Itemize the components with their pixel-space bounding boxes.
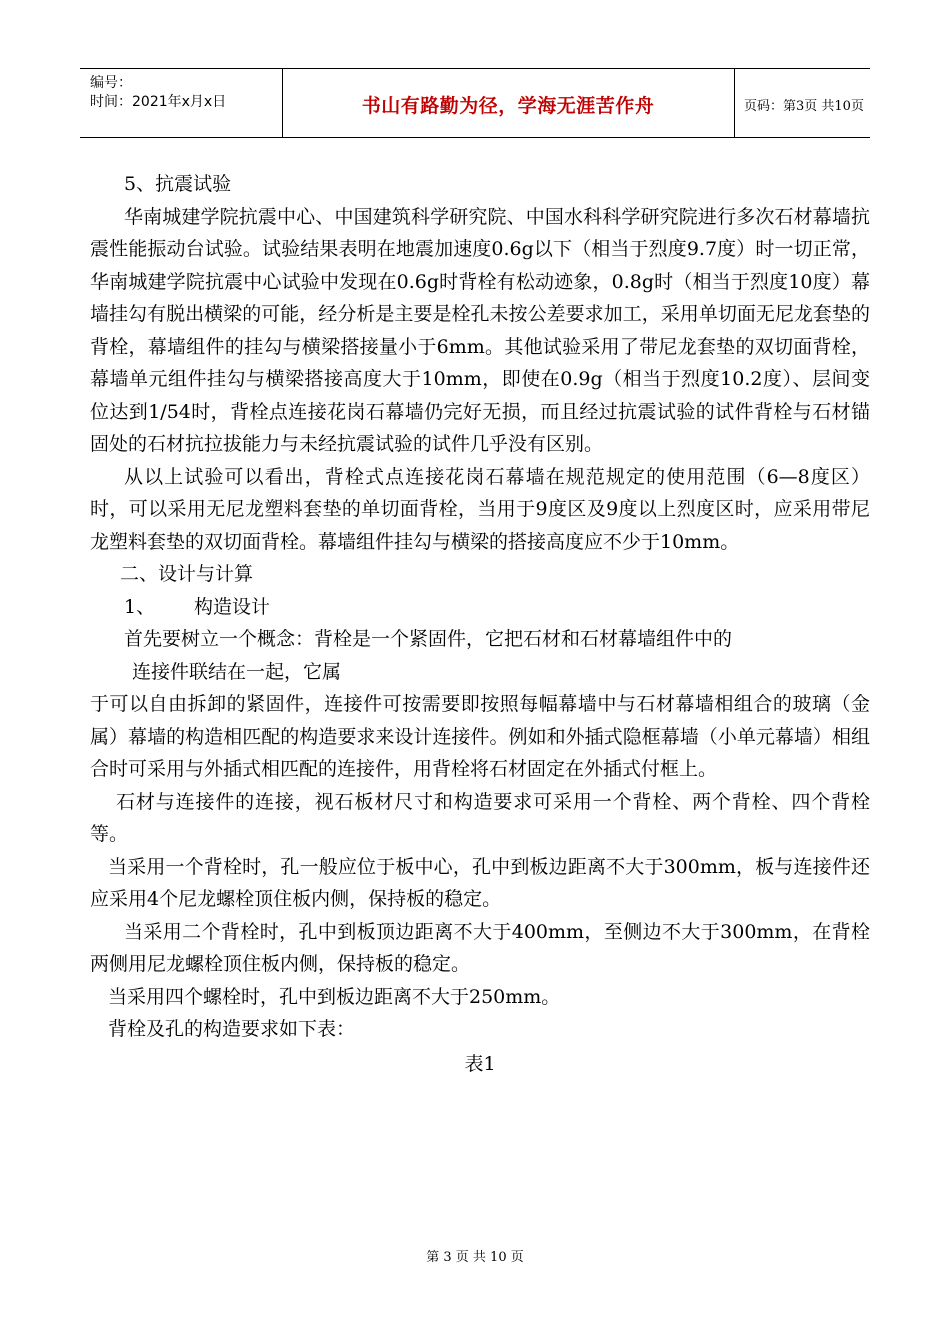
header-page-cell <box>734 69 870 137</box>
paragraph-concept-line1: 首先要树立一个概念：背栓是一个紧固件，它把石材和石材幕墙组件中的 <box>124 628 733 650</box>
paragraph-concept-line2: 连接件联结在一起，它属 <box>132 660 342 683</box>
document-number-label: 编号： <box>90 75 132 91</box>
header-meta-cell <box>80 69 283 137</box>
table-caption: 表1 <box>464 1052 496 1075</box>
paragraph-table-intro: 背栓及孔的构造要求如下表： <box>108 1018 356 1040</box>
section-heading-seismic-test: 5、抗震试验 <box>124 173 232 195</box>
section-heading-design: 二、设计与计算 <box>120 563 254 585</box>
header-motto: 书山有路勤为径，学海无涯苦作舟 <box>361 95 655 117</box>
paragraph-seismic-results: 华南城建学院抗震中心、中国建筑科学研究院、中国水科科学研究院进行多次石材幕墙抗震性能振动台试验。试验结果表明在地震加速度0.6g以下（相当于烈度9.7度）时一切正常，华南城建学院抗震中心试验中发现在0.6g时背栓有松动迹象，0.8g时（相当于烈度10度）幕墙挂勾有脱出横梁的可能，经分析是主要是栓孔未按公差要求加工，采用单切面无尼龙套垫的背栓，幕墙组件的挂勾与横梁搭接量小于6mm。其他试验采用了带尼龙套垫的双切面背栓，幕墙单元组件挂勾与横梁搭接高度大于10mm，即使在0.9g（相当于烈度10.2度）、层间变位达到1/54时，背栓点连接花岗石幕墙仍完好无损，而且经过抗震试验的试件背栓与石材锚固处的石材抗拉拔能力与未经抗震试验的试件几乎没有区别。 <box>90 205 870 455</box>
subsection-heading-structure <box>90 591 870 624</box>
paragraph-four-bolts: 当采用四个螺栓时，孔中到板边距离不大于250mm。 <box>108 985 561 1008</box>
header-page-info: 页码：第3页 共10页 <box>744 99 864 114</box>
page-header <box>80 68 870 138</box>
document-date: 时间：2021年x月x日 <box>90 94 227 110</box>
document-body <box>90 168 870 1080</box>
header-motto-cell <box>282 69 735 137</box>
paragraph-conclusion: 从以上试验可以看出，背栓式点连接花岗石幕墙在规范规定的使用范围（6—8度区）时，可以采用无尼龙塑料套垫的单切面背栓，当用于9度区及9度以上烈度区时，应采用带尼龙塑料套垫的双切面背栓。幕墙组件挂勾与横梁的搭接高度应不少于10mm。 <box>90 465 870 553</box>
page-footer: 第 3 页 共 10 页 <box>426 1250 524 1265</box>
subsection-title: 构造设计 <box>194 595 271 618</box>
paragraph-fastener: 于可以自由拆卸的紧固件，连接件可按需要即按照每幅幕墙中与石材幕墙相组合的玻璃（金属）幕墙的构造相匹配的构造要求来设计连接件。例如和外插式隐框幕墙（小单元幕墙）相组合时可采用与外插式相匹配的连接件，用背栓将石材固定在外插式付框上。 <box>90 693 870 780</box>
paragraph-one-bolt: 当采用一个背栓时，孔一般应位于板中心，孔中到板边距离不大于300mm，板与连接件还应采用4个尼龙螺栓顶住板内侧，保持板的稳定。 <box>90 855 870 910</box>
paragraph-connection-options: 石材与连接件的连接，视石板材尺寸和构造要求可采用一个背栓、两个背栓、四个背栓等。 <box>90 790 870 845</box>
paragraph-two-bolts: 当采用二个背栓时，孔中到板顶边距离不大于400mm，至侧边不大于300mm，在背栓两侧用尼龙螺栓顶住板内侧，保持板的稳定。 <box>90 920 870 975</box>
subsection-number: 1、 <box>124 595 156 618</box>
